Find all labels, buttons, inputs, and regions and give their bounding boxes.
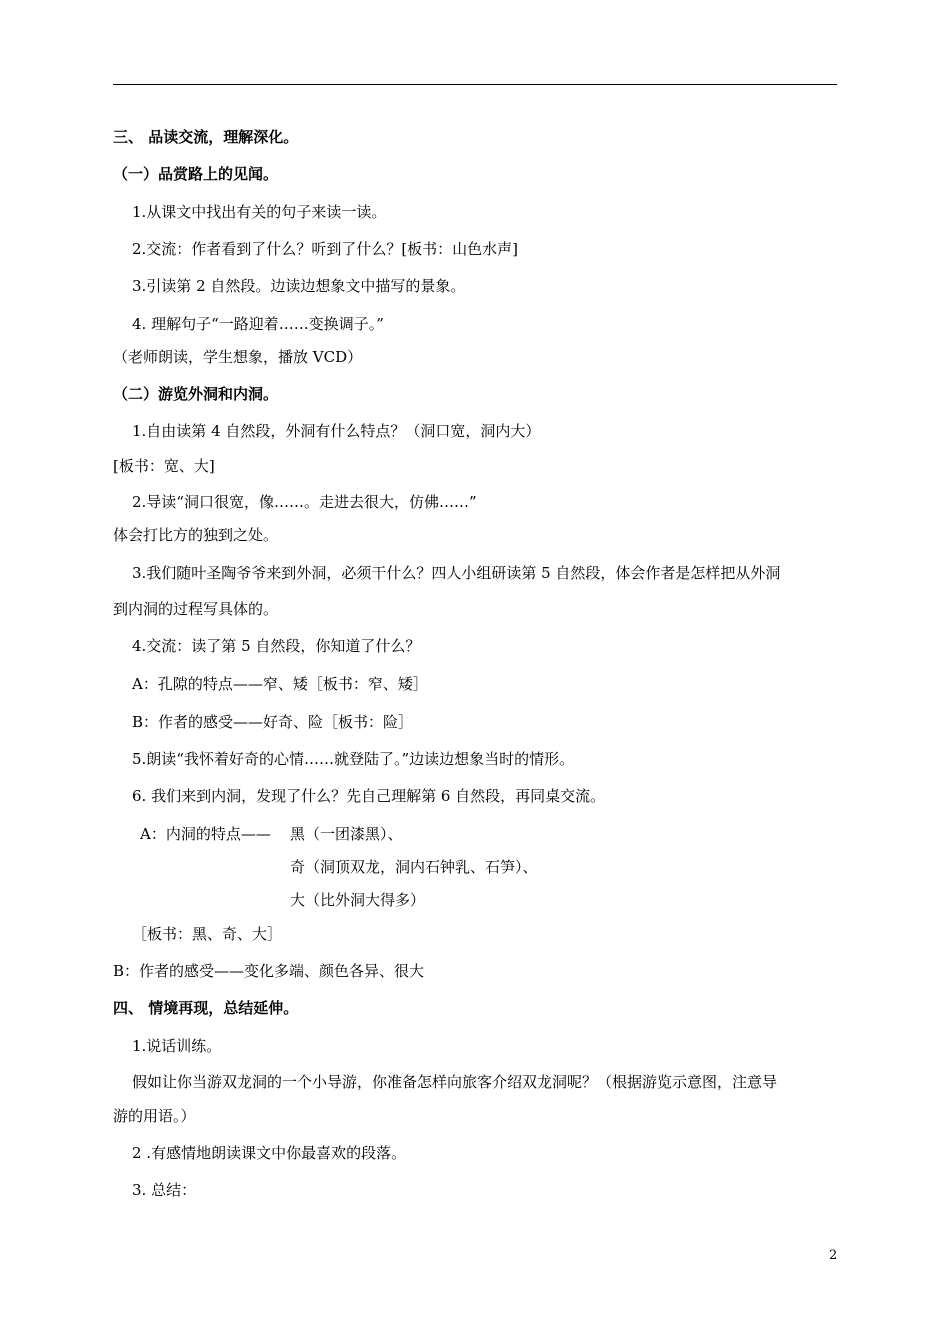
paragraph: 到内洞的过程写具体的。 [113, 600, 279, 618]
paragraph: 5.朗读“我怀着好奇的心情……就登陆了。”边读边想象当时的情形。 [132, 750, 575, 768]
paragraph: 1.自由读第 4 自然段，外洞有什么特点？（洞口宽，洞内大） [132, 422, 541, 440]
paragraph: B：作者的感受——变化多端、颜色各异、很大 [113, 962, 425, 980]
list-item: 黑（一团漆黑）、 [290, 825, 403, 843]
section-heading-4: 四、 情境再现，总结延伸。 [113, 999, 299, 1017]
paragraph: （老师朗读，学生想象，播放 VCD） [113, 348, 363, 366]
paragraph: 3.我们随叶圣陶爷爷来到外洞，必须干什么？四人小组研读第 5 自然段，体会作者是怎样把从外洞 [132, 564, 781, 582]
section-heading-3: 三、 品读交流，理解深化。 [113, 128, 299, 146]
paragraph: 2.交流：作者看到了什么？听到了什么？[板书：山色水声] [132, 240, 519, 258]
paragraph: A：内洞的特点—— [140, 825, 271, 843]
list-item: 奇（洞顶双龙，洞内石钟乳、石笋）、 [290, 858, 538, 876]
paragraph: A：孔隙的特点——窄、矮［板书：窄、矮］ [132, 675, 428, 693]
subheading-1: （一）品赏路上的见闻。 [113, 165, 279, 183]
paragraph: 假如让你当游双龙洞的一个小导游，你准备怎样向旅客介绍双龙洞呢？（根据游览示意图，注意导 [132, 1073, 778, 1091]
paragraph: B：作者的感受——好奇、险［板书：险］ [132, 713, 414, 731]
paragraph: 4.交流：读了第 5 自然段，你知道了什么？ [132, 637, 421, 655]
page-number: 2 [829, 1248, 838, 1263]
paragraph: 3. 总结： [132, 1181, 197, 1199]
paragraph: 1.说话训练。 [132, 1037, 222, 1055]
paragraph: 1.从课文中找出有关的句子来读一读。 [132, 203, 387, 221]
paragraph: 4. 理解句子“一路迎着……变换调子。” [132, 315, 384, 333]
paragraph: 2.导读“洞口很宽，像……。走进去很大，仿佛……” [132, 493, 477, 511]
paragraph: 6. 我们来到内洞，发现了什么？先自己理解第 6 自然段，再同桌交流。 [132, 787, 606, 805]
paragraph: ［板书：黑、奇、大］ [132, 925, 283, 943]
list-item: 大（比外洞大得多） [290, 891, 426, 909]
header-rule [113, 84, 837, 85]
paragraph: 3.引读第 2 自然段。边读边想象文中描写的景象。 [132, 277, 466, 295]
paragraph: [板书：宽、大] [113, 457, 215, 475]
paragraph: 2 .有感情地朗读课文中你最喜欢的段落。 [132, 1144, 407, 1162]
paragraph: 体会打比方的独到之处。 [113, 526, 279, 544]
paragraph: 游的用语。） [113, 1107, 196, 1125]
subheading-2: （二）游览外洞和内洞。 [113, 385, 279, 403]
